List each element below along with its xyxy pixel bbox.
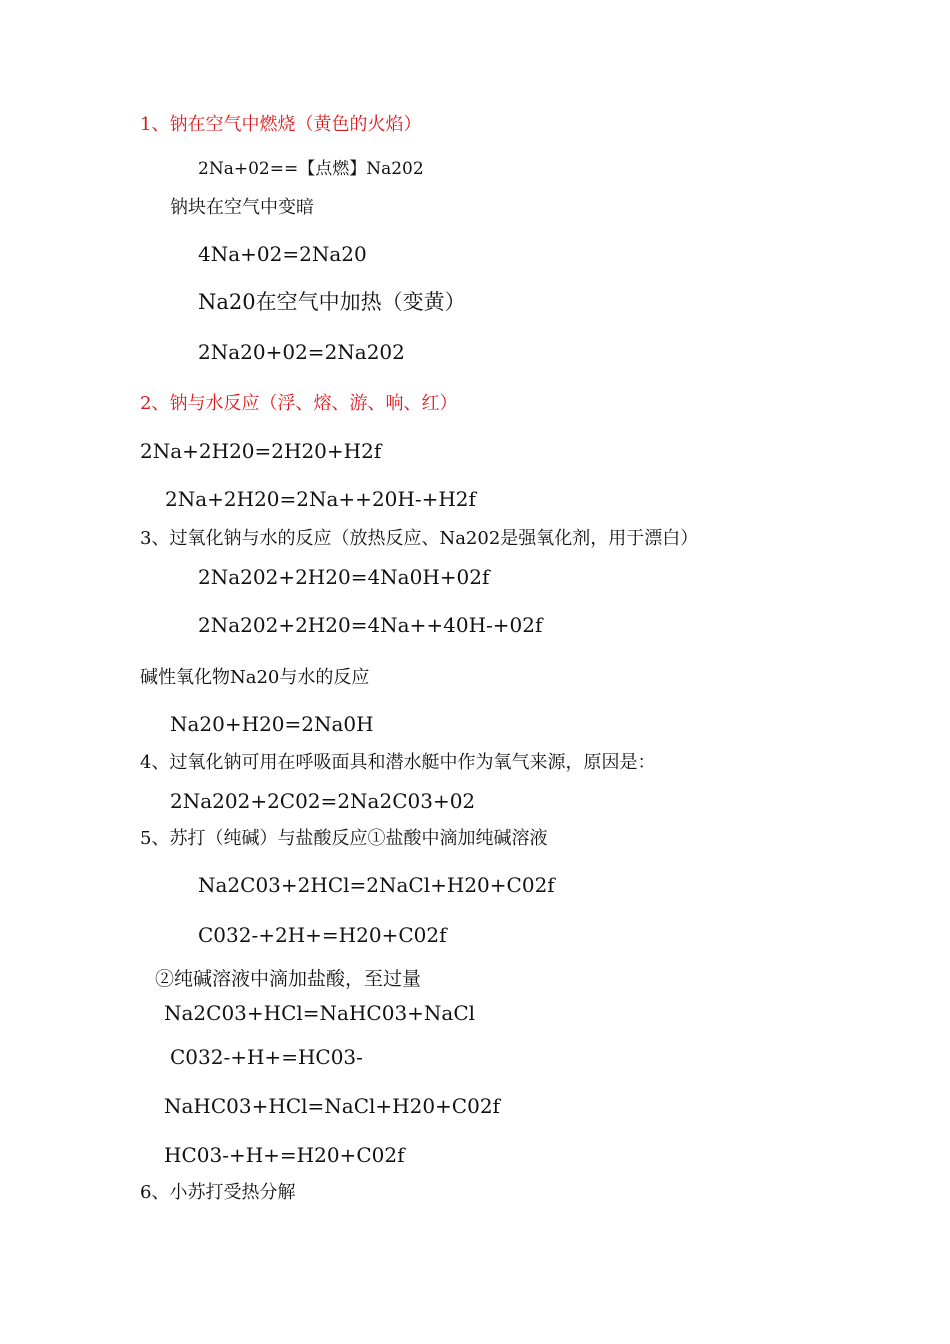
text-line: 钠块在空气中变暗 (170, 197, 314, 218)
text-line: Na20在空气中加热（变黄） (198, 290, 466, 314)
section-heading-5: 5、苏打（纯碱）与盐酸反应①盐酸中滴加纯碱溶液 (140, 828, 548, 849)
equation-line: Na2C03+HCl=NaHC03+NaCl (164, 1001, 476, 1025)
section-heading-3: 3、过氧化钠与水的反应（放热反应、Na202是强氧化剂，用于漂白） (140, 528, 699, 549)
text-line: ②纯碱溶液中滴加盐酸，至过量 (155, 968, 422, 990)
text-line: 碱性氧化物Na20与水的反应 (140, 667, 370, 688)
equation-line: Na20+H20=2Na0H (170, 712, 374, 736)
equation-line: 2Na+2H20=2Na++20H-+H2f (165, 487, 476, 511)
equation-line: 4Na+02=2Na20 (198, 242, 367, 266)
equation-line: C032-+H+=HC03- (170, 1045, 363, 1069)
section-heading-4: 4、过氧化钠可用在呼吸面具和潜水艇中作为氧气来源，原因是： (140, 752, 656, 773)
equation-line: 2Na202+2H20=4Na0H+02f (198, 565, 490, 589)
equation-line: 2Na20+02=2Na202 (198, 340, 405, 364)
equation-line: 2Na202+2C02=2Na2C03+02 (170, 789, 476, 813)
equation-line: C032-+2H+=H20+C02f (198, 923, 447, 947)
equation-line: HC03-+H+=H20+C02f (164, 1143, 405, 1167)
equation-line: 2Na+02==【点燃】Na202 (198, 159, 424, 179)
section-heading-1: 1、钠在空气中燃烧（黄色的火焰） (140, 114, 422, 135)
equation-line: 2Na202+2H20=4Na++40H-+02f (198, 613, 543, 637)
equation-line: 2Na+2H20=2H20+H2f (140, 439, 382, 463)
equation-line: Na2C03+2HCl=2NaCl+H20+C02f (198, 873, 555, 897)
section-heading-6: 6、小苏打受热分解 (140, 1182, 296, 1203)
section-heading-2: 2、钠与水反应（浮、熔、游、响、红） (140, 393, 458, 414)
equation-line: NaHC03+HCl=NaCl+H20+C02f (164, 1094, 500, 1118)
